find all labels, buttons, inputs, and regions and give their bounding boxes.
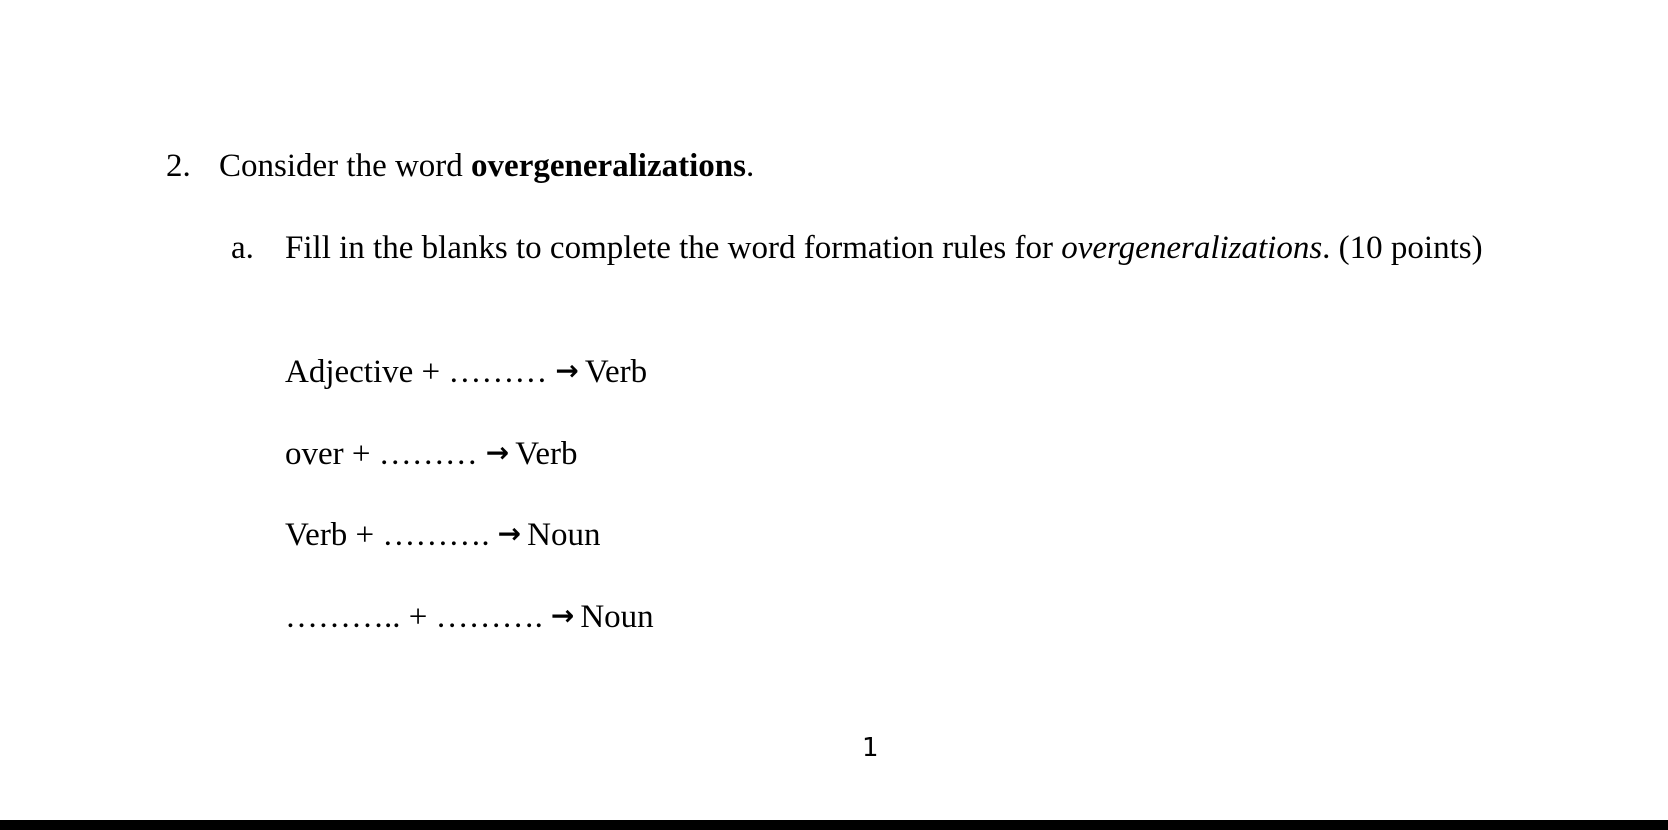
right-arrow-icon: → (550, 599, 575, 632)
rule-right: Noun (527, 517, 601, 553)
subquestion-word-italic: overgeneralizations (1061, 230, 1323, 266)
rule-left: Adjective + ……… (285, 354, 548, 390)
subquestion-letter: a. (231, 230, 254, 266)
rule-left: ……….. + ………. (285, 599, 543, 635)
rule-right: Verb (584, 354, 648, 390)
question-word-bold: overgeneralizations (471, 148, 746, 184)
rule-adjective-to-verb (285, 351, 647, 392)
subquestion-text-suffix: . (10 points) (1322, 230, 1483, 266)
right-arrow-icon: → (485, 436, 510, 469)
rule-left: over + ……… (285, 436, 478, 472)
right-arrow-icon: → (497, 517, 522, 550)
rule-right: Verb (515, 436, 578, 472)
rule-right: Noun (580, 599, 654, 635)
question-text-prefix: Consider the word (219, 148, 472, 184)
rule-over-to-verb (285, 433, 578, 474)
question-text (219, 146, 754, 186)
right-arrow-icon: → (555, 354, 579, 387)
rule-verb-to-noun (285, 514, 600, 555)
page-number: 1 (862, 733, 879, 763)
bottom-border-bar (0, 820, 1668, 830)
question-number: 2. (166, 148, 191, 184)
question-text-suffix: . (745, 148, 755, 184)
subquestion-text (285, 228, 1483, 268)
rule-blank-to-noun (285, 596, 654, 637)
subquestion-text-prefix: Fill in the blanks to complete the word formation rules for (285, 230, 1062, 266)
rule-left: Verb + ………. (285, 517, 490, 553)
